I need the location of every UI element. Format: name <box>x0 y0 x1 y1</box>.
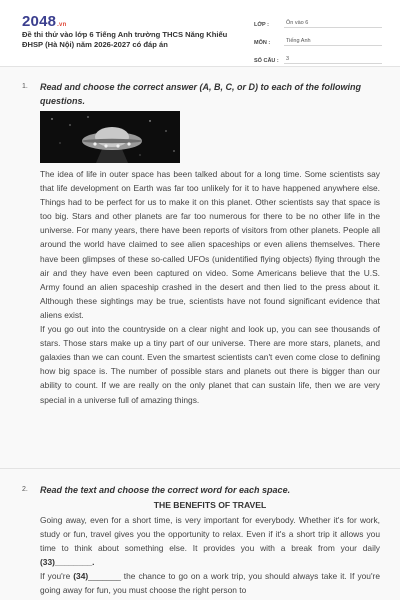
passage2-text-2: If you're <box>40 571 74 582</box>
meta-subject-row <box>254 32 382 46</box>
question-2-instruction: Read the text and choose the correct word for each space. <box>40 485 291 495</box>
passage2-text-1: Going away, even for a short time, is very important for everybody. Whether it's for work, study or fun, travel gives you the opportunity to relax. Even if it's a short trip it allows you time to think about something else. It provides you with a break from your daily <box>40 515 380 554</box>
question-divider <box>0 468 400 469</box>
question-1-passage <box>40 167 380 407</box>
passage-paragraph-2: If you go out into the countryside on a clear night and look up, you can see thousands of stars. Those stars make up a tiny part of our universe. There are more stars, planets, and galaxies than we can count. Even the smartest scientists can't even come close to defining how big space is. The number of possible stars and planets out there is bigger than our ability to count. If we are really on the only planet that can sustain life, then we are very special in a universe full of amazing things. <box>40 324 380 405</box>
space-photo <box>40 111 180 163</box>
question-1-number: 1. <box>22 83 28 90</box>
meta-subject-value: Tiếng Anh <box>284 38 382 46</box>
meta-class-row <box>254 14 382 28</box>
ufo-night-sky-image <box>40 111 180 163</box>
question-1-instruction: Read and choose the correct answer (A, B, C, or D) to each of the following questions. <box>40 82 362 106</box>
blank-33: (33) <box>40 557 55 568</box>
passage2-text-3: _______ the chance to go on a work trip, you should always take it. If you're going away for fun, you must choose the right person to <box>40 571 380 596</box>
question-2-number: 2. <box>22 486 28 493</box>
meta-class-value: Ôn vào 6 <box>284 20 382 28</box>
meta-count-value: 3 <box>284 56 382 64</box>
meta-subject-label: MÔN : <box>254 40 271 46</box>
passage-paragraph-1: The idea of life in outer space has been talked about for a long time. Some scientists say that life development on Earth was far too unlikely for it to have happened anywhere else. Things had to be perfect for us to make it on this planet. Other scientists say that space is too big. Stars and other planets are far too numerous for there to be no other life in the universe. For many years, there have been reports of visitors from other planets. People all around the world have claimed to see alien spaceships or even aliens themselves. There have been glimpses of these so-called UFOs (unidentified flying objects) flying through the air and they have even been captured on video. Some Americans believe that the U.S. Army found an alien spaceship crashed in the desert and then lied to the press about it. Although these sightings may be true, scientists have not found significant evidence that aliens exist. <box>40 169 380 320</box>
passage2-paragraph-1 <box>40 513 380 569</box>
meta-class-label: LỚP : <box>254 22 269 28</box>
meta-count-row <box>254 50 382 64</box>
question-2-passage <box>40 513 380 598</box>
meta-count-label: SỐ CÂU : <box>254 58 279 64</box>
site-logo[interactable]: 2048.vn <box>22 13 67 30</box>
document-meta <box>254 14 382 68</box>
document-title: Đề thi thử vào lớp 6 Tiếng Anh trường THCS Năng Khiếu ĐHSP (Hà Nội) năm 2026-2027 có đáp án <box>22 30 228 49</box>
passage-title: THE BENEFITS OF TRAVEL <box>153 500 267 510</box>
document-content <box>0 67 400 600</box>
blank-34: (34) <box>73 571 89 582</box>
document-header <box>0 0 400 67</box>
passage2-paragraph-2 <box>40 569 380 597</box>
blank-33-line: ________. <box>54 557 95 568</box>
